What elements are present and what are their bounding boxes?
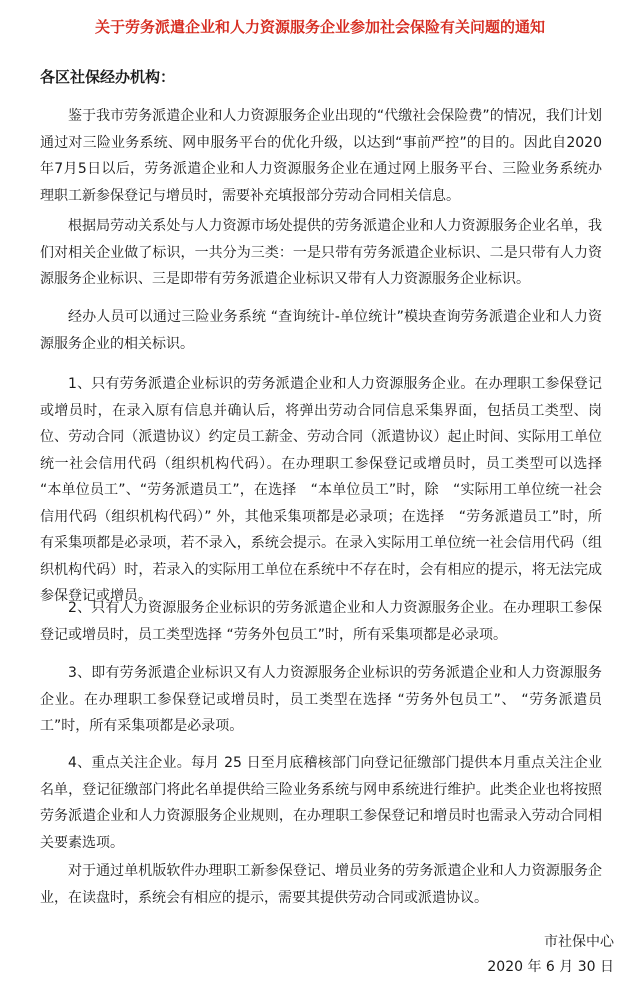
paragraph-item-1: 1、只有劳务派遣企业标识的劳务派遣企业和人力资源服务企业。在办理职工参保登记或增员时，在录入原有信息并确认后，将弹出劳动合同信息采集界面，包括员工类型、岗位、劳动合同（派遣协议）约定员工薪金、劳动合同（派遣协议）起止时间、实际用工单位统一社会信用代码（组织机构代码）。在办理职工参保登记或增员时，员工类型可以选择 “本单位员工”、“劳务派遣员工”，在选择 “本单位员工”时，除 “实际用工单位统一社会信用代码（组织机构代码）” 外，其他采集项都是必录项；在选择 “劳务派遣员工”时，所有采集项都是必录项，若不录入，系统会提示。在录入实际用工单位统一社会信用代码（组织机构代码）时，若录入的实际用工单位在系统中不存在时，会有相应的提示，将无法完成参保登记或增员。 — [40, 376, 602, 604]
paragraph-item-2: 2、只有人力资源服务企业标识的劳务派遣企业和人力资源服务企业。在办理职工参保登记或增员时，员工类型选择 “劳务外包员工”时，所有采集项都是必录项。 — [40, 600, 602, 643]
paragraph-item-3: 3、即有劳务派遣企业标识又有人力资源服务企业标识的劳务派遣企业和人力资源服务企业。在办理职工参保登记或增员时，员工类型在选择 “劳务外包员工”、 “劳务派遣员工”时，所有采集项都是必录项。 — [40, 665, 602, 734]
paragraph-query: 经办人员可以通过三险业务系统 “查询统计-单位统计”模块查询劳务派遣企业和人力资源服务企业的相关标识。 — [40, 309, 602, 352]
paragraph-offline: 对于通过单机版软件办理职工新参保登记、增员业务的劳务派遣企业和人力资源服务企业，在读盘时，系统会有相应的提示，需要其提供劳动合同或派遣协议。 — [40, 863, 602, 906]
signature-organization: 市社保中心 — [544, 934, 614, 950]
paragraph-classification: 根据局劳动关系处与人力资源市场处提供的劳务派遣企业和人力资源服务企业名单，我们对相关企业做了标识，一共分为三类：一是只带有劳务派遣企业标识、二是只带有人力资源服务企业标识、三是即带有劳务派遣企业标识又带有人力资源服务企业标识。 — [40, 218, 602, 287]
document-title: 关于劳务派遣企业和人力资源服务企业参加社会保险有关问题的通知 — [94, 18, 545, 36]
paragraph-intro: 鉴于我市劳务派遣企业和人力资源服务企业出现的“代缴社会保险费”的情况，我们计划通过对三险业务系统、网申服务平台的优化升级，以达到“事前严控”的目的。因此自2020年7月5日以后，劳务派遣企业和人力资源服务企业在通过网上服务平台、三险业务系统办理职工新参保登记与增员时，需要补充填报部分劳动合同相关信息。 — [40, 108, 602, 204]
salutation: 各区社保经办机构： — [40, 68, 176, 86]
signature-date: 2020 年 6 月 30 日 — [487, 959, 614, 975]
paragraph-item-4: 4、重点关注企业。每月 25 日至月底稽核部门向登记征缴部门提供本月重点关注企业名单，登记征缴部门将此名单提供给三险业务系统与网申系统进行维护。此类企业也将按照劳务派遣企业和人力资源服务企业规则，在办理职工参保登记和增员时也需录入劳动合同相关要素选项。 — [40, 755, 602, 851]
